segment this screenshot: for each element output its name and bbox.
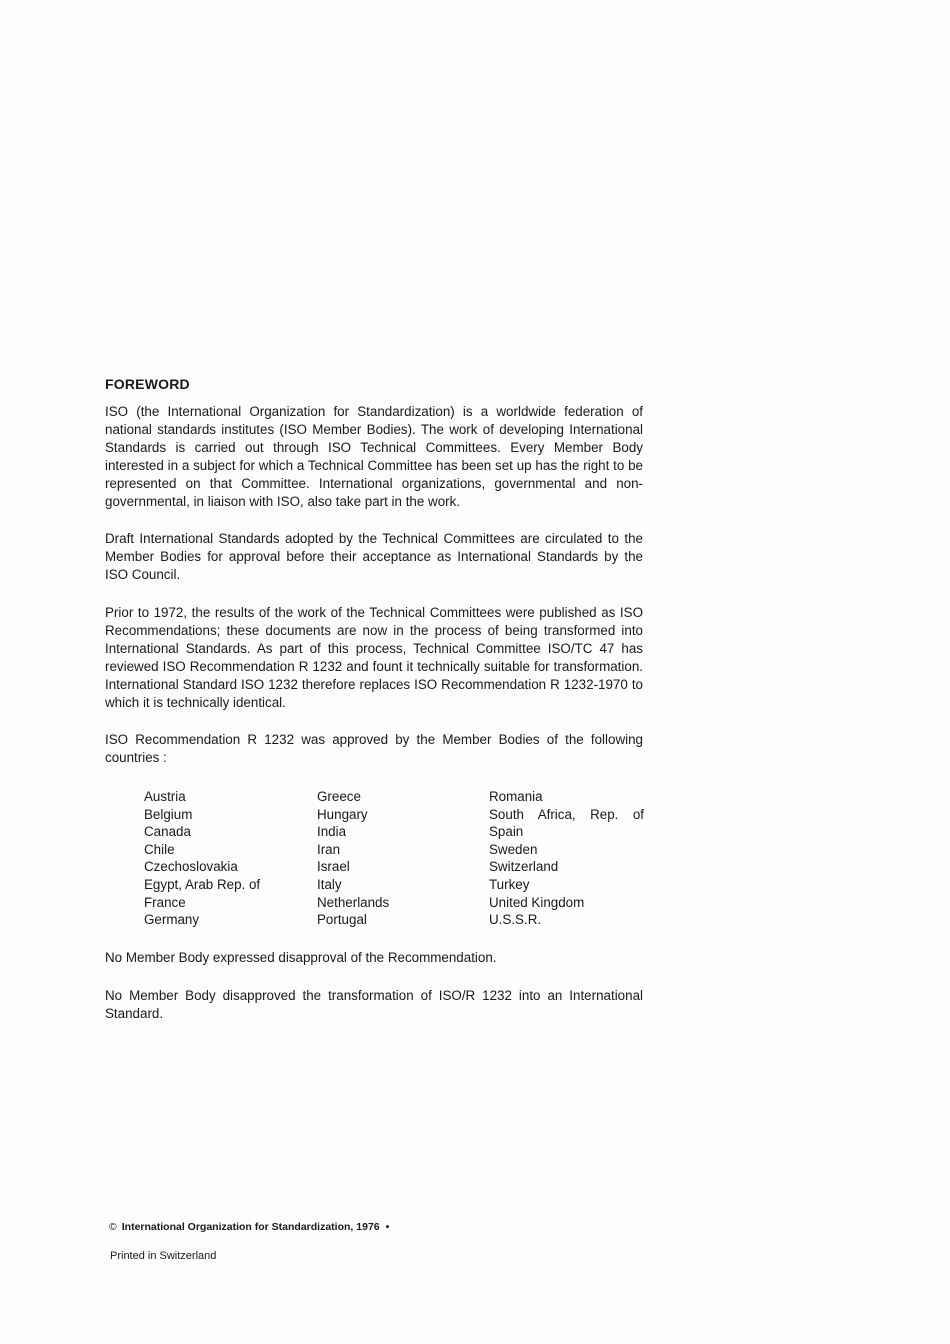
- country-column-3: [489, 788, 644, 929]
- country-column-1: [144, 788, 260, 929]
- country-item: Canada: [144, 824, 191, 840]
- copyright-text: International Organization for Standardization, 1976: [121, 1221, 380, 1233]
- country-item: United Kingdom: [489, 894, 585, 910]
- country-item: Germany: [144, 912, 200, 928]
- country-item: Belgium: [144, 806, 193, 822]
- country-item: Spain: [489, 824, 524, 840]
- country-item: Sweden: [489, 841, 538, 857]
- country-item: Switzerland: [489, 859, 559, 875]
- foreword-paragraph-6: No Member Body disapproved the transformation of ISO/R 1232 into an International Standard.: [105, 988, 643, 1021]
- country-item: Portugal: [317, 912, 367, 928]
- country-item: Egypt, Arab Rep. of: [144, 876, 261, 892]
- copyright-line: [109, 1221, 389, 1233]
- country-item: Romania: [489, 789, 543, 804]
- foreword-paragraph-4: ISO Recommendation R 1232 was approved by the Member Bodies of the following countries :: [105, 732, 643, 765]
- printed-in-note: Printed in Switzerland: [110, 1250, 217, 1262]
- country-item: Italy: [317, 876, 342, 892]
- foreword-paragraph-5: No Member Body expressed disapproval of the Recommendation.: [105, 950, 497, 965]
- foreword-heading: FOREWORD: [105, 376, 190, 392]
- country-item: Netherlands: [317, 894, 390, 910]
- country-list: [144, 788, 644, 932]
- foreword-paragraph-2: Draft International Standards adopted by the Technical Committees are circulated to the Member Bodies for approval before their acceptance as International Standards by the ISO Council.: [105, 531, 643, 582]
- country-item: Chile: [144, 841, 175, 857]
- foreword-paragraph-1: ISO (the International Organization for Standardization) is a worldwide federation of national standards institutes (ISO Member Bodies). The work of developing International Standards is carried out through ISO Technical Committees. Every Member Body interested in a subject for which a Technical Committee has been set up has the right to be represented on that Committee. International organizations, governmental and non-governmental, in liaison with ISO, also take part in the work.: [105, 404, 643, 509]
- foreword-paragraph-3: Prior to 1972, the results of the work of the Technical Committees were published as ISO Recommendations; these documents are now in the process of being transformed into International Standards. As part of this process, Technical Committee ISO/TC 47 has reviewed ISO Recommendation R 1232 and fount it technically suitable for transformation. International Standard ISO 1232 therefore replaces ISO Recommendation R 1232-1970 to which it is technically identical.: [105, 605, 643, 710]
- bullet-mark: •: [385, 1221, 390, 1233]
- country-column-2: [317, 788, 389, 929]
- country-item: Hungary: [317, 806, 368, 822]
- country-item: Israel: [317, 859, 350, 875]
- country-item: South Africa, Rep. of: [489, 806, 644, 822]
- country-item: India: [317, 824, 347, 840]
- country-item: France: [144, 894, 186, 910]
- country-item: Greece: [317, 789, 361, 804]
- country-item: U.S.S.R.: [489, 912, 542, 928]
- country-item: Czechoslovakia: [144, 859, 238, 875]
- country-item: Austria: [144, 789, 186, 804]
- country-item: Turkey: [489, 876, 530, 892]
- country-item: Iran: [317, 841, 341, 857]
- copyright-symbol: ©: [109, 1221, 117, 1233]
